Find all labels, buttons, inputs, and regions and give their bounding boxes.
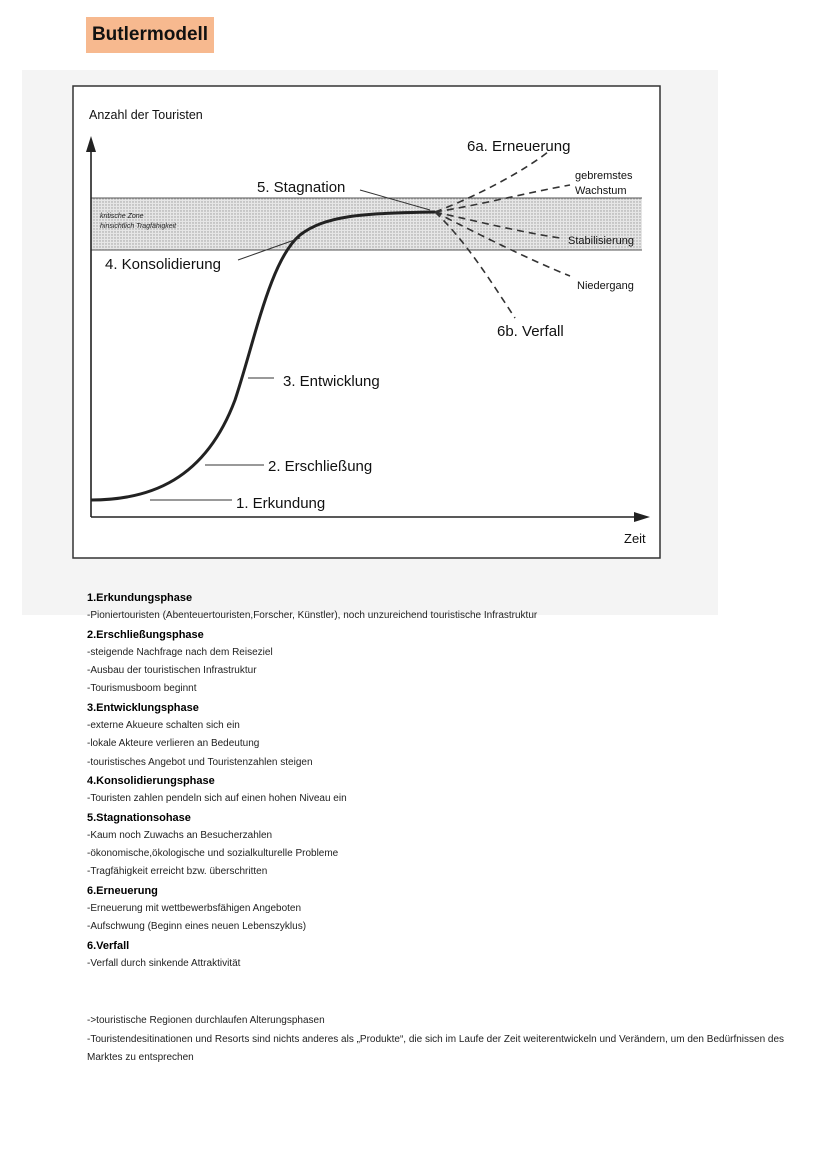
x-axis-label: Zeit xyxy=(624,531,646,546)
note-line: -Aufschwung (Beginn eines neuen Lebenszyklus) xyxy=(87,921,307,933)
zone-label-2: hinsichtlich Tragfähigkeit xyxy=(100,223,177,230)
note-heading: 2.Erschließungsphase xyxy=(87,628,204,641)
phase-notes xyxy=(87,589,807,973)
note-line: -Touristen zahlen pendeln sich auf einen hohen Niveau ein xyxy=(87,793,347,805)
note-heading: 4.Konsolidierungsphase xyxy=(87,774,215,787)
label-niedergang: Niedergang xyxy=(577,280,634,292)
label-stagnation: 5. Stagnation xyxy=(257,179,346,196)
note-line: -Tragfähigkeit erreicht bzw. überschritten xyxy=(87,866,268,878)
note-heading: 6.Erneuerung xyxy=(87,884,158,897)
note-line: -Verfall durch sinkende Attraktivität xyxy=(87,957,241,969)
note-heading: 5.Stagnationsohase xyxy=(87,811,191,824)
note-heading: 3.Entwicklungsphase xyxy=(87,701,199,714)
label-wachstum: Wachstum xyxy=(575,185,627,197)
label-erkundung: 1. Erkundung xyxy=(236,495,326,512)
summary-line-2: -Touristendesitinationen und Resorts sind nichts anderes als „Produkte“, die sich im Laufe der Zeit weiterentwickeln und Verändern, um den Bedürfnissen des Marktes zu entsprechen xyxy=(87,1033,785,1063)
note-line: -steigende Nachfrage nach dem Reiseziel xyxy=(87,646,273,658)
note-line: -Erneuerung mit wettbewerbsfähigen Angeboten xyxy=(87,903,302,915)
label-erneuerung: 6a. Erneuerung xyxy=(467,138,571,155)
label-gebremstes: gebremstes xyxy=(575,170,633,182)
note-line: -Kaum noch Zuwachs an Besucherzahlen xyxy=(87,829,273,841)
page-title: Butlermodell xyxy=(86,17,214,53)
note-line: -Tourismusboom beginnt xyxy=(87,683,197,695)
note-line: -ökonomische,ökologische und sozialkulturelle Probleme xyxy=(87,848,339,860)
summary-line-1: ->touristische Regionen durchlaufen Alterungsphasen xyxy=(87,1015,325,1026)
note-line: -lokale Akteure verlieren an Bedeutung xyxy=(87,738,260,750)
note-heading: 1.Erkundungsphase xyxy=(87,592,193,604)
y-axis-label: Anzahl der Touristen xyxy=(89,108,203,122)
zone-label-1: kritische Zone xyxy=(100,213,144,220)
label-entwicklung: 3. Entwicklung xyxy=(283,373,380,390)
note-line: -Pioniertouristen (Abenteuertouristen,Forscher, Künstler), noch unzureichend touristische Infrastruktur xyxy=(87,610,538,622)
note-line: -touristisches Angebot und Touristenzahlen steigen xyxy=(87,756,313,768)
summary-notes xyxy=(87,1012,802,1068)
label-verfall: 6b. Verfall xyxy=(497,323,564,340)
label-stabilisierung: Stabilisierung xyxy=(568,235,635,247)
label-konsolidierung: 4. Konsolidierung xyxy=(105,256,221,273)
note-line: -externe Akueure schalten sich ein xyxy=(87,720,240,732)
note-line: -Ausbau der touristischen Infrastruktur xyxy=(87,665,257,677)
label-erschliessung: 2. Erschließung xyxy=(268,458,373,475)
note-heading: 6.Verfall xyxy=(87,939,130,952)
